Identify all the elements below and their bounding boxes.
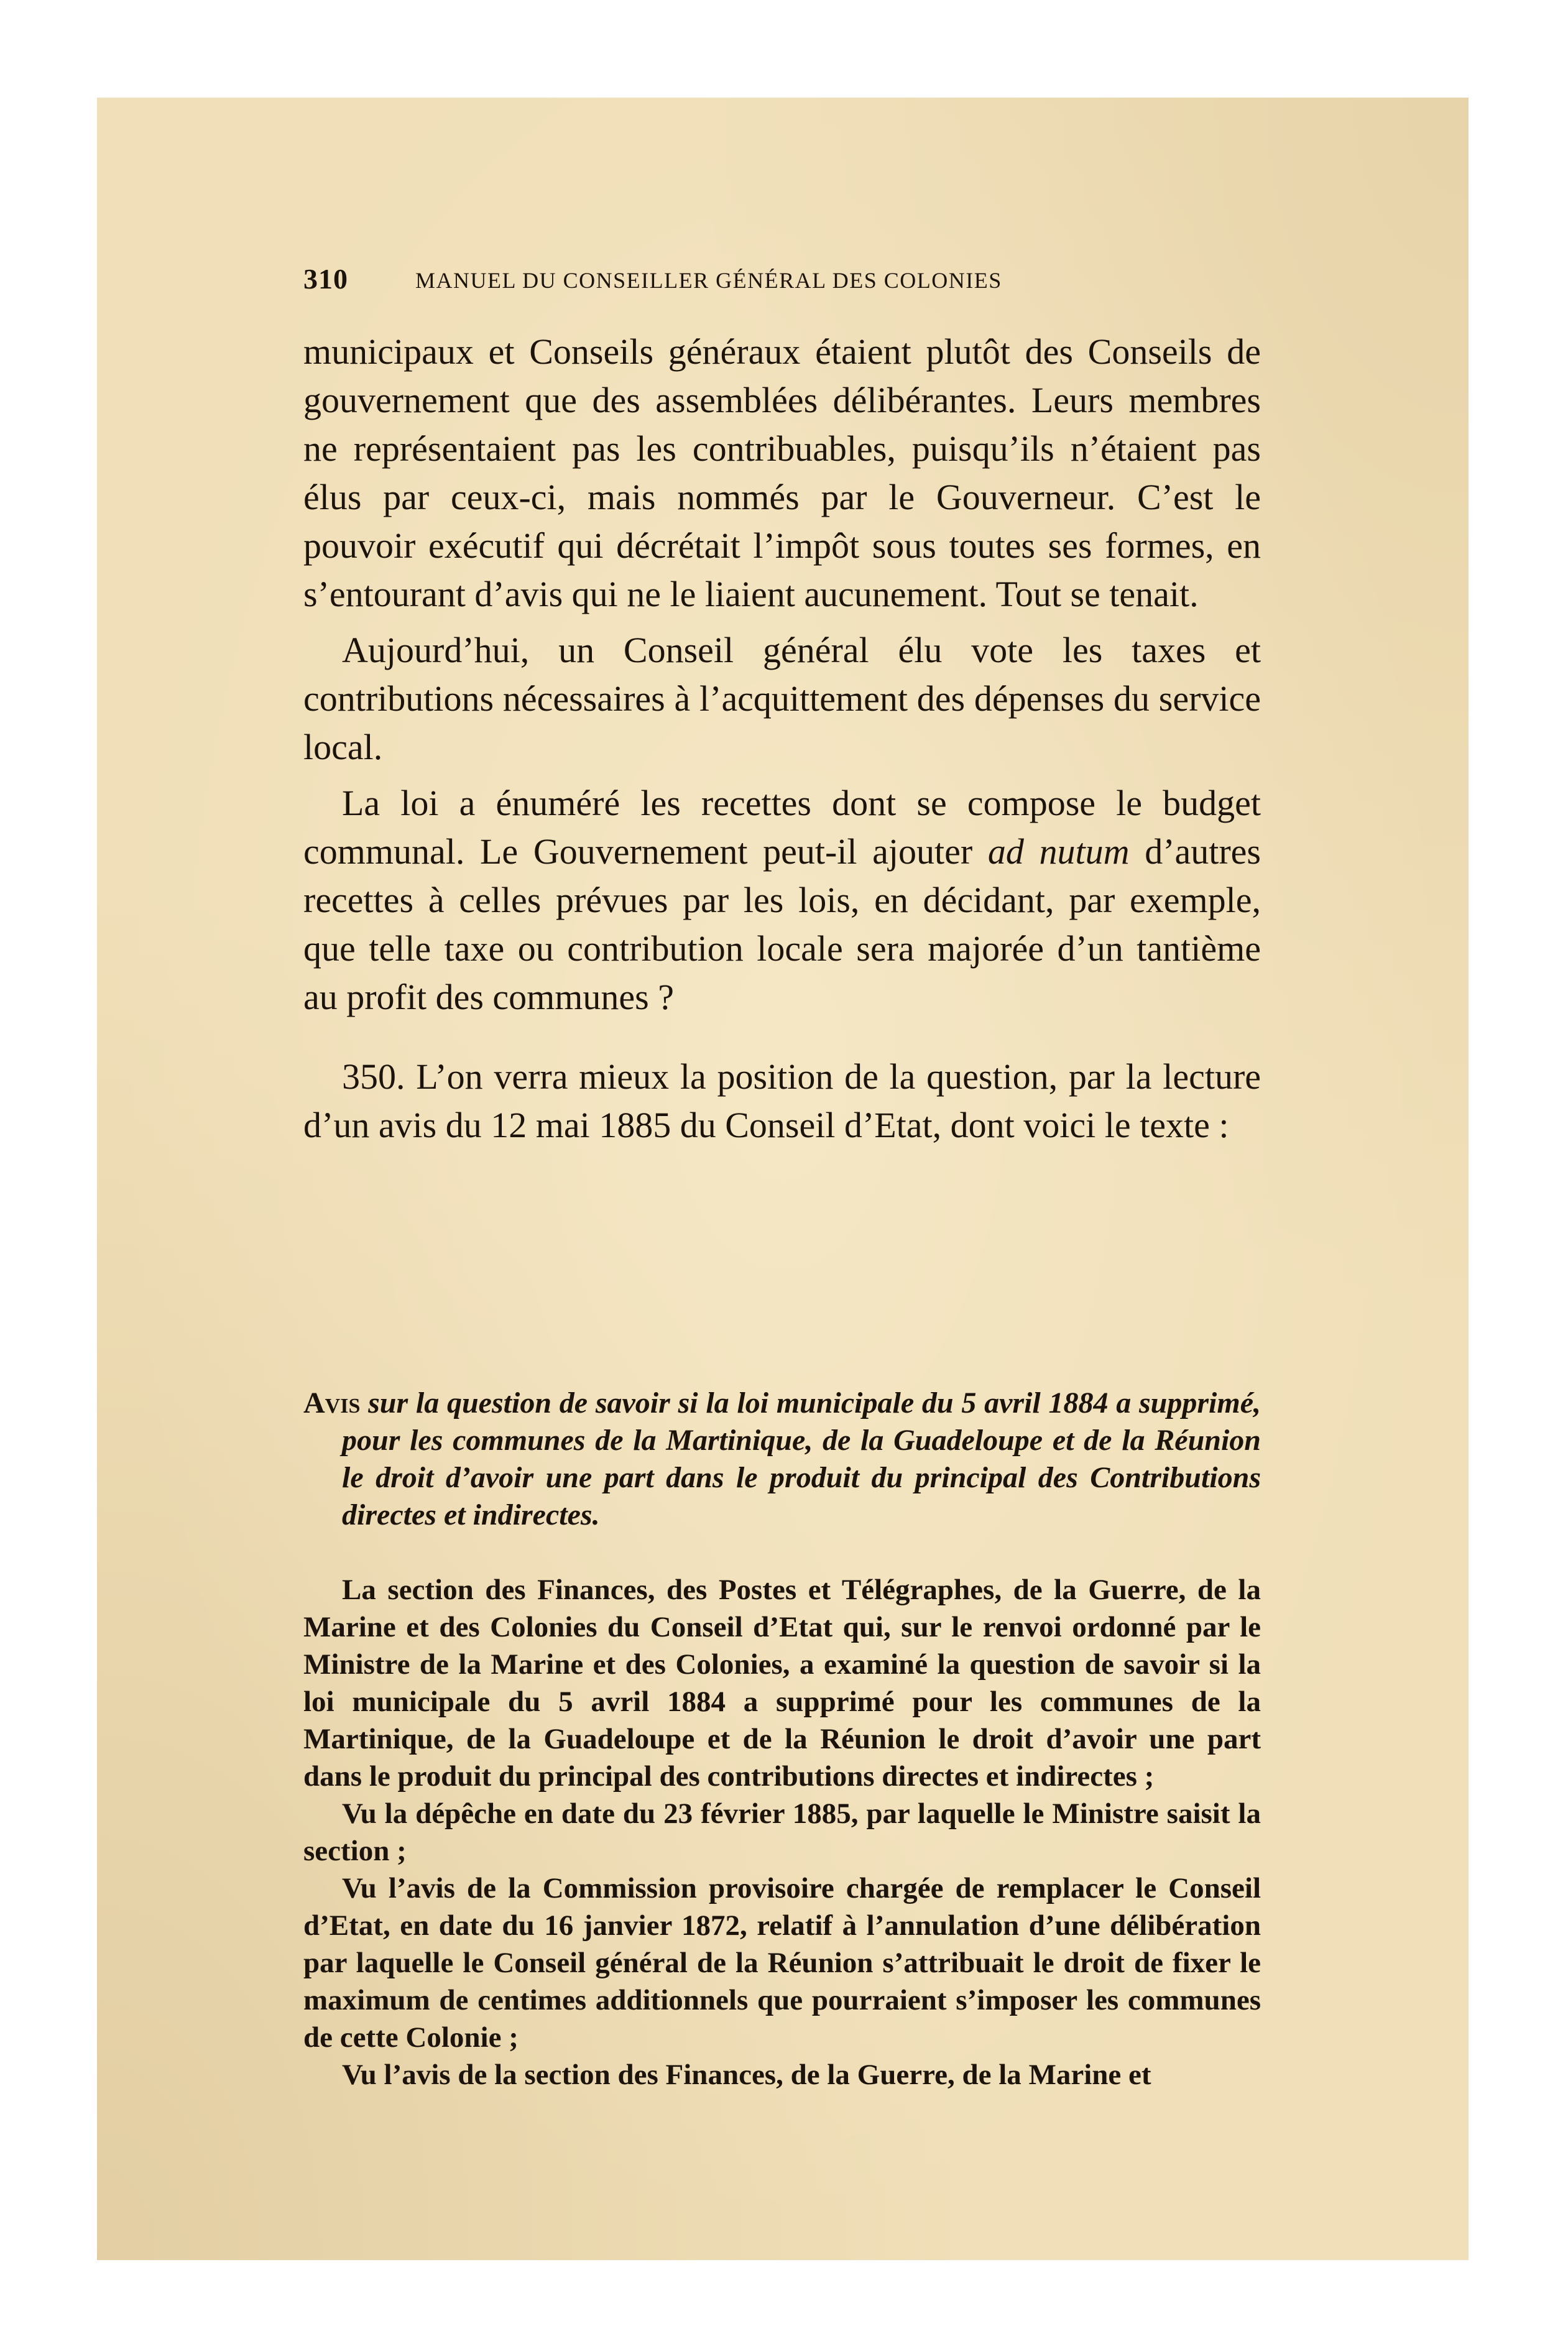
- paragraph-la-loi-start: La loi a énuméré les recettes dont se compose le budget communal. Le Gouvernement peut-il ajouter: [303, 783, 1261, 872]
- latin-phrase: ad nutum: [987, 831, 1130, 872]
- running-title: MANUEL DU CONSEILLER GÉNÉRAL DES COLONIES: [415, 268, 1002, 293]
- paragraph-la-loi: [303, 779, 1261, 1022]
- paragraph-la-loi-end: d’autres recettes à celles prévues par les lois, en décidant, par exemple, que telle taxe ou contribution locale sera majorée d’un tantième au profit des communes ?: [303, 831, 1261, 1017]
- avis-heading: [303, 1385, 1261, 1534]
- paragraph-350: 350. L’on verra mieux la position de la question, par la lecture d’un avis du 12 mai 1885 du Conseil d’Etat, dont voici le texte :: [303, 1056, 1261, 1145]
- avis-title: sur la question de savoir si la loi municipale du 5 avril 1884 a supprimé, pour les communes de la Martinique, de la Guadeloupe et de la Réunion le droit d’avoir une part dans le produit du principal des Contributions directes et indirectes.: [342, 1387, 1261, 1531]
- decision-text: [303, 1571, 1261, 2093]
- decision-paragraph: Vu la dépêche en date du 23 février 1885, par laquelle le Ministre saisit la section ;: [303, 1798, 1261, 1867]
- decision-paragraph: Vu l’avis de la section des Finances, de la Guerre, de la Marine et: [342, 2059, 1151, 2091]
- main-text: [303, 328, 1261, 1150]
- book-page: [97, 98, 1469, 2260]
- page-number: 310: [303, 263, 348, 295]
- decision-paragraph: La section des Finances, des Postes et Télégraphes, de la Guerre, de la Marine et des Colonies du Conseil d’Etat qui, sur le renvoi ordonné par le Ministre de la Marine et des Colonies, a examiné la question de savoir si la loi municipale du 5 avril 1884 a supprimé pour les communes de la Martinique, de la Guadeloupe et de la Réunion le droit d’avoir une part dans le produit du principal des contributions directes et indirectes ;: [303, 1574, 1261, 1793]
- avis-label: Avis: [303, 1387, 361, 1419]
- decision-paragraph: Vu l’avis de la Commission provisoire chargée de remplacer le Conseil d’Etat, en date du 16 janvier 1872, relatif à l’annulation d’une délibération par laquelle le Conseil général de la Réunion s’attribuait le droit de fixer le maximum de centimes additionnels que pourraient s’imposer les communes de cette Colonie ;: [303, 1872, 1261, 2054]
- page-header: [303, 262, 1261, 300]
- paragraph-continuation: municipaux et Conseils généraux étaient plutôt des Conseils de gouvernement que des assemblées délibérantes. Leurs membres ne représentaient pas les contribuables, puisqu’ils n’étaient pas élus par ceux-ci, mais nommés par le Gouverneur. C’est le pouvoir exécutif qui décrétait l’impôt sous toutes ses formes, en s’entourant d’avis qui ne le liaient aucunement. Tout se tenait.: [303, 331, 1261, 614]
- paragraph-aujourdhui: Aujourd’hui, un Conseil général élu vote les taxes et contributions nécessaires à l’acquittement des dépenses du service local.: [303, 630, 1261, 767]
